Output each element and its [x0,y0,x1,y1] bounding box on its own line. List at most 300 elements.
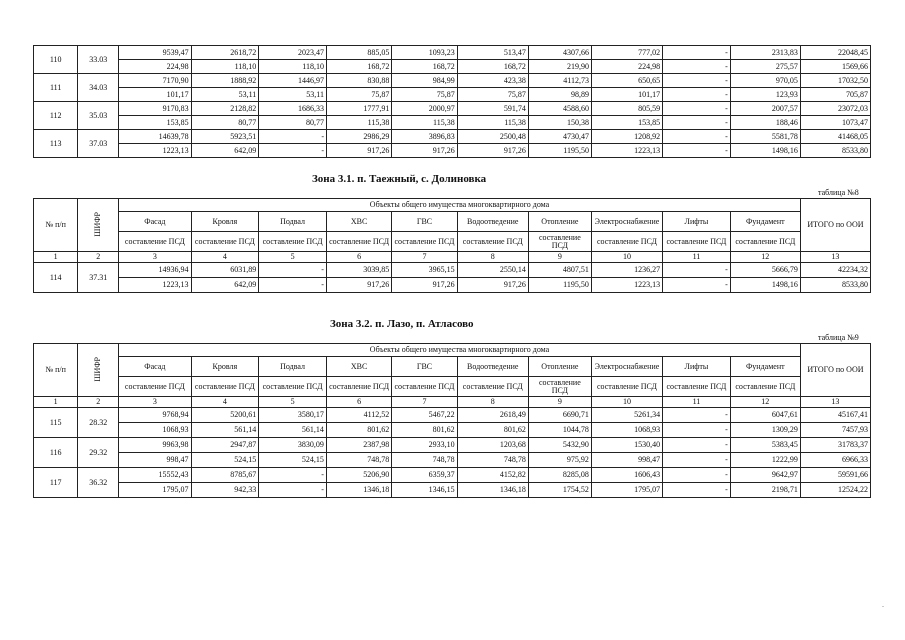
row-number-cell: 112 [34,102,78,130]
column-header: Кровля [191,357,259,377]
value-cell: - [663,263,731,278]
value-cell: 650,65 [591,74,662,88]
column-header: Кровля [191,212,259,232]
value-cell: 2313,83 [730,46,800,60]
column-number-row [34,397,871,408]
zone-3-2-title: Зона 3.2. п. Лазо, п. Атласово [330,318,474,330]
value-cell: - [663,483,731,498]
table-row [34,116,871,130]
value-cell: - [259,144,327,158]
value-cell: 80,77 [191,116,259,130]
value-cell: 59591,66 [800,468,870,483]
column-number-cell: 1 [34,397,78,408]
value-cell: 513,47 [457,46,528,60]
header-row [34,212,871,232]
row-number-cell: 111 [34,74,78,102]
column-number-cell: 2 [78,252,119,263]
value-cell: 1309,29 [730,423,800,438]
column-header: Водоотведение [457,212,528,232]
value-cell: 9963,98 [119,438,191,453]
value-cell: 4307,66 [528,46,591,60]
row-number-cell: 110 [34,46,78,74]
value-cell: 224,98 [119,60,191,74]
value-cell: 75,87 [326,88,391,102]
value-cell: 2500,48 [457,130,528,144]
column-number-cell: 9 [528,397,591,408]
value-cell: 1754,52 [528,483,591,498]
subheader-cell: составление ПСД [191,377,259,397]
column-number-cell: 2 [78,397,119,408]
column-number-cell: 9 [528,252,591,263]
value-cell: 917,26 [392,278,457,293]
value-cell: 275,57 [730,60,800,74]
table-row [34,263,871,278]
value-cell: 1346,18 [326,483,391,498]
value-cell: 777,02 [591,46,662,60]
table-row [34,423,871,438]
subheader-cell: составление ПСД [119,232,191,252]
column-number-cell: 11 [663,397,731,408]
value-cell: - [663,144,731,158]
value-cell: 1498,16 [730,278,800,293]
value-cell: 2986,29 [326,130,391,144]
column-number-cell: 13 [800,252,870,263]
header-row [34,199,871,212]
value-cell: 115,38 [457,116,528,130]
value-cell: 1888,92 [191,74,259,88]
value-cell: 101,17 [591,88,662,102]
t9-header-no: № п/п [34,344,78,397]
value-cell: 4152,82 [457,468,528,483]
value-cell: 80,77 [259,116,327,130]
header-row [34,377,871,397]
table-8 [33,198,871,293]
column-number-cell: 6 [326,252,391,263]
table-9 [33,343,871,498]
subheader-cell: составление ПСД [730,377,800,397]
column-number-cell: 7 [392,252,457,263]
value-cell: 9642,97 [730,468,800,483]
shifr-cell: 29.32 [78,438,119,468]
value-cell: 5923,51 [191,130,259,144]
subheader-cell: составление ПСД [528,232,591,252]
value-cell: - [663,102,731,116]
value-cell: 2387,98 [326,438,391,453]
value-cell: 8533,80 [800,144,870,158]
subheader-cell: составление ПСД [326,377,391,397]
value-cell: - [663,453,731,468]
column-number-cell: 12 [730,397,800,408]
table-row [34,88,871,102]
value-cell: 917,26 [457,144,528,158]
column-header: Подвал [259,212,327,232]
t8-header-group: Объекты общего имущества многоквартирного дома [119,199,801,212]
value-cell: 801,62 [457,423,528,438]
shifr-cell: 33.03 [78,46,119,74]
column-number-cell: 3 [119,252,191,263]
value-cell: 5383,45 [730,438,800,453]
value-cell: - [663,423,731,438]
value-cell: 8785,67 [191,468,259,483]
value-cell: 1068,93 [591,423,662,438]
value-cell: 31783,37 [800,438,870,453]
value-cell: 561,14 [191,423,259,438]
column-header: Отопление [528,357,591,377]
value-cell: 917,26 [457,278,528,293]
subheader-cell: составление ПСД [591,377,662,397]
value-cell: - [663,116,731,130]
value-cell: 984,99 [392,74,457,88]
table-row [34,483,871,498]
value-cell: 101,17 [119,88,191,102]
column-number-row [34,252,871,263]
value-cell: 1530,40 [591,438,662,453]
value-cell: 1346,18 [457,483,528,498]
t8-header-no: № п/п [34,199,78,252]
column-number-cell: 6 [326,397,391,408]
t9-header-itogo: ИТОГО по ООИ [800,344,870,397]
value-cell: 3580,17 [259,408,327,423]
column-number-cell: 10 [591,397,662,408]
shifr-cell: 36.32 [78,468,119,498]
value-cell: 118,10 [191,60,259,74]
subheader-cell: составление ПСД [326,232,391,252]
value-cell: 423,38 [457,74,528,88]
shifr-cell: 35.03 [78,102,119,130]
column-header: Лифты [663,212,731,232]
shifr-cell: 37.03 [78,130,119,158]
value-cell: - [259,483,327,498]
value-cell: 1446,97 [259,74,327,88]
subheader-cell: составление ПСД [191,232,259,252]
value-cell: - [663,88,731,102]
subheader-cell: составление ПСД [119,377,191,397]
value-cell: 5432,90 [528,438,591,453]
value-cell: - [663,130,731,144]
column-number-cell: 12 [730,252,800,263]
value-cell: 9768,94 [119,408,191,423]
value-cell: - [259,130,327,144]
subheader-cell: составление ПСД [591,232,662,252]
table-row [34,438,871,453]
subheader-cell: составление ПСД [259,232,327,252]
value-cell: 1068,93 [119,423,191,438]
value-cell: 153,85 [591,116,662,130]
value-cell: 2618,72 [191,46,259,60]
value-cell: 975,92 [528,453,591,468]
column-number-cell: 8 [457,397,528,408]
value-cell: 1606,43 [591,468,662,483]
column-number-cell: 10 [591,252,662,263]
column-number-cell: 5 [259,397,327,408]
table-row [34,453,871,468]
value-cell: 1223,13 [119,144,191,158]
value-cell: 524,15 [259,453,327,468]
table-9-label: таблица №9 [818,333,859,342]
value-cell: 998,47 [119,453,191,468]
value-cell: - [663,278,731,293]
value-cell: 3039,85 [326,263,391,278]
value-cell: 3965,15 [392,263,457,278]
column-number-cell: 3 [119,397,191,408]
value-cell: 4112,73 [528,74,591,88]
value-cell: 115,38 [326,116,391,130]
value-cell: 14639,78 [119,130,191,144]
value-cell: 168,72 [392,60,457,74]
value-cell: 5200,61 [191,408,259,423]
value-cell: 642,09 [191,278,259,293]
value-cell: 75,87 [457,88,528,102]
shifr-label: ШИФР [93,356,103,382]
value-cell: - [663,74,731,88]
value-cell: 1569,66 [800,60,870,74]
value-cell: 41468,05 [800,130,870,144]
column-number-cell: 4 [191,397,259,408]
column-header: Подвал [259,357,327,377]
table-row [34,130,871,144]
value-cell: 153,85 [119,116,191,130]
shifr-cell: 37.31 [78,263,119,293]
value-cell: 9170,83 [119,102,191,116]
header-row [34,344,871,357]
value-cell: 42234,32 [800,263,870,278]
column-header: Электроснабжение [591,357,662,377]
value-cell: 3896,83 [392,130,457,144]
value-cell: 17032,50 [800,74,870,88]
column-header: ГВС [392,212,457,232]
value-cell: - [259,263,327,278]
shifr-label: ШИФР [93,211,103,237]
t9-header-shifr [78,344,119,397]
value-cell: - [663,468,731,483]
column-header: ГВС [392,357,457,377]
value-cell: 45167,41 [800,408,870,423]
value-cell: 12524,22 [800,483,870,498]
value-cell: 1498,16 [730,144,800,158]
value-cell: 118,10 [259,60,327,74]
value-cell: 942,33 [191,483,259,498]
table-row [34,102,871,116]
table-8-label: таблица №8 [818,188,859,197]
t8-header-itogo: ИТОГО по ООИ [800,199,870,252]
value-cell: 15552,43 [119,468,191,483]
table-row [34,468,871,483]
column-number-cell: 8 [457,252,528,263]
value-cell: 561,14 [259,423,327,438]
value-cell: 1093,23 [392,46,457,60]
value-cell: 2000,97 [392,102,457,116]
value-cell: 2550,14 [457,263,528,278]
value-cell: 7457,93 [800,423,870,438]
value-cell: 75,87 [392,88,457,102]
value-cell: 4807,51 [528,263,591,278]
value-cell: 2933,10 [392,438,457,453]
column-header: Водоотведение [457,357,528,377]
value-cell: 1195,50 [528,278,591,293]
value-cell: 917,26 [392,144,457,158]
value-cell: 8533,80 [800,278,870,293]
value-cell: 23072,03 [800,102,870,116]
value-cell: 591,74 [457,102,528,116]
value-cell: 224,98 [591,60,662,74]
shifr-cell: 34.03 [78,74,119,102]
value-cell: 5467,22 [392,408,457,423]
column-header: Фасад [119,212,191,232]
value-cell: 7170,90 [119,74,191,88]
t9-header-group: Объекты общего имущества многоквартирного дома [119,344,801,357]
value-cell: - [259,278,327,293]
subheader-cell: составление ПСД [457,377,528,397]
column-number-cell: 5 [259,252,327,263]
value-cell: 5666,79 [730,263,800,278]
value-cell: 14936,94 [119,263,191,278]
column-header: Фасад [119,357,191,377]
value-cell: 2128,82 [191,102,259,116]
header-row [34,357,871,377]
subheader-cell: составление ПСД [528,377,591,397]
value-cell: 1795,07 [119,483,191,498]
value-cell: 524,15 [191,453,259,468]
value-cell: 123,93 [730,88,800,102]
value-cell: 748,78 [457,453,528,468]
value-cell: 3830,09 [259,438,327,453]
value-cell: 1208,92 [591,130,662,144]
subheader-cell: составление ПСД [663,232,731,252]
table-continuation [33,45,871,158]
value-cell: 1346,15 [392,483,457,498]
value-cell: 188,46 [730,116,800,130]
column-header: Электроснабжение [591,212,662,232]
column-number-cell: 13 [800,397,870,408]
value-cell: 1223,13 [591,144,662,158]
subheader-cell: составление ПСД [663,377,731,397]
subheader-cell: составление ПСД [457,232,528,252]
row-number-cell: 113 [34,130,78,158]
t8-header-shifr [78,199,119,252]
value-cell: 4588,60 [528,102,591,116]
value-cell: 6966,33 [800,453,870,468]
value-cell: 1236,27 [591,263,662,278]
value-cell: 917,26 [326,278,391,293]
value-cell: 801,62 [392,423,457,438]
column-number-cell: 11 [663,252,731,263]
value-cell: 6047,61 [730,408,800,423]
value-cell: 150,38 [528,116,591,130]
value-cell: 1777,91 [326,102,391,116]
value-cell: 98,89 [528,88,591,102]
row-number-cell: 116 [34,438,78,468]
value-cell: 885,05 [326,46,391,60]
value-cell: 4112,52 [326,408,391,423]
value-cell: 748,78 [392,453,457,468]
value-cell: 6359,37 [392,468,457,483]
value-cell: 1223,13 [119,278,191,293]
value-cell: 970,05 [730,74,800,88]
subheader-cell: составление ПСД [392,232,457,252]
value-cell: 705,87 [800,88,870,102]
value-cell: - [663,60,731,74]
table-row [34,60,871,74]
value-cell: 53,11 [259,88,327,102]
value-cell: 168,72 [457,60,528,74]
value-cell: 2947,87 [191,438,259,453]
header-row [34,232,871,252]
row-number-cell: 114 [34,263,78,293]
value-cell: 2618,49 [457,408,528,423]
value-cell: 801,62 [326,423,391,438]
value-cell: - [663,408,731,423]
value-cell: 1203,68 [457,438,528,453]
value-cell: 5261,34 [591,408,662,423]
value-cell: 1686,33 [259,102,327,116]
value-cell: - [259,468,327,483]
value-cell: 53,11 [191,88,259,102]
zone-3-1-title: Зона 3.1. п. Таежный, с. Долиновка [312,173,487,185]
column-number-cell: 1 [34,252,78,263]
column-header: Отопление [528,212,591,232]
table-row [34,408,871,423]
value-cell: 830,88 [326,74,391,88]
row-number-cell: 115 [34,408,78,438]
column-number-cell: 7 [392,397,457,408]
value-cell: 2023,47 [259,46,327,60]
value-cell: 917,26 [326,144,391,158]
value-cell: 9539,47 [119,46,191,60]
value-cell: 5206,90 [326,468,391,483]
value-cell: 1222,99 [730,453,800,468]
value-cell: 1073,47 [800,116,870,130]
column-header: Лифты [663,357,731,377]
table-row [34,74,871,88]
row-number-cell: 117 [34,468,78,498]
column-header: ХВС [326,212,391,232]
value-cell: - [663,46,731,60]
value-cell: 6031,89 [191,263,259,278]
value-cell: 1795,07 [591,483,662,498]
value-cell: - [663,438,731,453]
shifr-cell: 28.32 [78,408,119,438]
scan-mark: . [882,600,884,609]
value-cell: 642,09 [191,144,259,158]
subheader-cell: составление ПСД [392,377,457,397]
value-cell: 115,38 [392,116,457,130]
value-cell: 748,78 [326,453,391,468]
value-cell: 4730,47 [528,130,591,144]
value-cell: 168,72 [326,60,391,74]
value-cell: 22048,45 [800,46,870,60]
column-header: Фундамент [730,357,800,377]
column-header: ХВС [326,357,391,377]
subheader-cell: составление ПСД [259,377,327,397]
value-cell: 1044,78 [528,423,591,438]
column-header: Фундамент [730,212,800,232]
value-cell: 6690,71 [528,408,591,423]
column-number-cell: 4 [191,252,259,263]
value-cell: 5581,78 [730,130,800,144]
subheader-cell: составление ПСД [730,232,800,252]
value-cell: 2007,57 [730,102,800,116]
table-row [34,278,871,293]
value-cell: 1223,13 [591,278,662,293]
value-cell: 8285,08 [528,468,591,483]
value-cell: 219,90 [528,60,591,74]
table-row [34,46,871,60]
value-cell: 998,47 [591,453,662,468]
value-cell: 805,59 [591,102,662,116]
value-cell: 1195,50 [528,144,591,158]
table-row [34,144,871,158]
value-cell: 2198,71 [730,483,800,498]
